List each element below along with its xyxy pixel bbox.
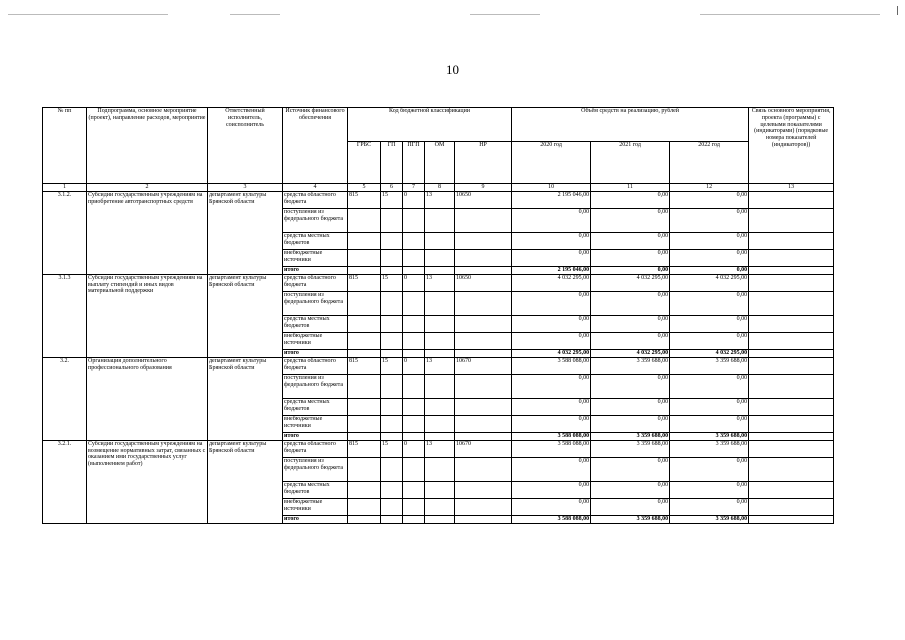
amount-cell: 3 359 688,00 bbox=[670, 432, 749, 440]
code-empty bbox=[403, 374, 425, 398]
amount-cell: 0,00 bbox=[591, 208, 670, 232]
header-row bbox=[43, 108, 834, 142]
amount-cell: 0,00 bbox=[670, 249, 749, 266]
amount-cell: 0,00 bbox=[670, 291, 749, 315]
link-cell bbox=[749, 232, 834, 249]
page-number: 10 bbox=[446, 62, 459, 77]
link-cell bbox=[749, 291, 834, 315]
code-empty bbox=[348, 515, 381, 523]
code-nr: 10650 bbox=[455, 191, 512, 208]
amount-cell: 3 588 088,00 bbox=[512, 432, 591, 440]
header-2021: 2021 год bbox=[591, 142, 670, 184]
link-cell bbox=[749, 515, 834, 523]
row-title: Субсидии государственным учреждениям на приобретение автотранспортных средств bbox=[87, 191, 208, 274]
column-number: 13 bbox=[749, 184, 834, 192]
code-empty bbox=[425, 232, 455, 249]
link-cell bbox=[749, 315, 834, 332]
amount-cell: 0,00 bbox=[591, 291, 670, 315]
code-empty bbox=[455, 249, 512, 266]
link-cell bbox=[749, 249, 834, 266]
code-grbs: 815 bbox=[348, 357, 381, 374]
code-empty bbox=[455, 208, 512, 232]
link-cell bbox=[749, 432, 834, 440]
amount-cell: 0,00 bbox=[512, 398, 591, 415]
amount-cell: 4 032 295,00 bbox=[512, 274, 591, 291]
amount-cell: 0,00 bbox=[512, 498, 591, 515]
column-number: 2 bbox=[87, 184, 208, 192]
code-empty bbox=[403, 291, 425, 315]
scan-artifact bbox=[230, 14, 280, 15]
code-empty bbox=[455, 332, 512, 349]
amount-cell: 0,00 bbox=[512, 332, 591, 349]
amount-cell: 3 359 688,00 bbox=[670, 357, 749, 374]
row-number: 3.2.1. bbox=[43, 440, 87, 523]
code-empty bbox=[425, 349, 455, 357]
scan-artifact bbox=[470, 14, 540, 15]
source-cell: внебюджетные источники bbox=[283, 498, 348, 515]
code-gp: 15 bbox=[381, 191, 403, 208]
code-empty bbox=[425, 291, 455, 315]
code-empty bbox=[348, 374, 381, 398]
source-cell: итого bbox=[283, 515, 348, 523]
amount-cell: 0,00 bbox=[670, 374, 749, 398]
code-empty bbox=[381, 208, 403, 232]
code-grbs: 815 bbox=[348, 191, 381, 208]
code-empty bbox=[403, 266, 425, 274]
amount-cell: 0,00 bbox=[591, 415, 670, 432]
amount-cell: 0,00 bbox=[512, 208, 591, 232]
source-cell: внебюджетные источники bbox=[283, 249, 348, 266]
code-gp: 15 bbox=[381, 274, 403, 291]
header-2020: 2020 год bbox=[512, 142, 591, 184]
code-empty bbox=[403, 498, 425, 515]
source-cell: внебюджетные источники bbox=[283, 415, 348, 432]
code-empty bbox=[381, 432, 403, 440]
code-empty bbox=[403, 249, 425, 266]
amount-cell: 0,00 bbox=[512, 374, 591, 398]
link-cell bbox=[749, 374, 834, 398]
column-number: 8 bbox=[425, 184, 455, 192]
amount-cell: 0,00 bbox=[670, 315, 749, 332]
code-empty bbox=[455, 515, 512, 523]
code-empty bbox=[403, 315, 425, 332]
header-budget-code: Код бюджетной классификации bbox=[348, 108, 512, 142]
code-empty bbox=[381, 349, 403, 357]
code-empty bbox=[403, 349, 425, 357]
code-pgp: 0 bbox=[403, 191, 425, 208]
amount-cell: 0,00 bbox=[670, 415, 749, 432]
column-number: 7 bbox=[403, 184, 425, 192]
table-body bbox=[43, 191, 834, 523]
amount-cell: 3 359 688,00 bbox=[670, 515, 749, 523]
code-empty bbox=[455, 398, 512, 415]
amount-cell: 3 588 088,00 bbox=[512, 440, 591, 457]
link-cell bbox=[749, 357, 834, 374]
amount-cell: 0,00 bbox=[670, 208, 749, 232]
amount-cell: 4 032 295,00 bbox=[591, 349, 670, 357]
amount-cell: 2 195 046,00 bbox=[512, 191, 591, 208]
source-cell: поступления из федерального бюджета bbox=[283, 291, 348, 315]
code-empty bbox=[381, 266, 403, 274]
table-row bbox=[43, 191, 834, 208]
header-link: Связь основного мероприятия, проекта (программы) с целевыми показателями (индикаторами) (порядковые номера показателей (индикаторов)) bbox=[749, 108, 834, 184]
link-cell bbox=[749, 349, 834, 357]
amount-cell: 0,00 bbox=[591, 332, 670, 349]
link-cell bbox=[749, 274, 834, 291]
code-empty bbox=[381, 515, 403, 523]
amount-cell: 2 195 046,00 bbox=[512, 266, 591, 274]
source-cell: средства областного бюджета bbox=[283, 191, 348, 208]
amount-cell: 0,00 bbox=[670, 266, 749, 274]
amount-cell: 0,00 bbox=[591, 398, 670, 415]
source-cell: итого bbox=[283, 266, 348, 274]
code-empty bbox=[425, 315, 455, 332]
amount-cell: 0,00 bbox=[512, 315, 591, 332]
link-cell bbox=[749, 415, 834, 432]
header-subprogram: Подпрограмма, основное мероприятие (проект), направление расходов, мероприятие bbox=[87, 108, 208, 184]
scan-artifact bbox=[700, 14, 880, 15]
amount-cell: 3 359 688,00 bbox=[591, 432, 670, 440]
code-empty bbox=[455, 291, 512, 315]
link-cell bbox=[749, 266, 834, 274]
source-cell: поступления из федерального бюджета bbox=[283, 374, 348, 398]
budget-table bbox=[42, 107, 834, 524]
code-empty bbox=[455, 266, 512, 274]
row-executor: департамент культуры Брянской области bbox=[208, 357, 283, 440]
amount-cell: 0,00 bbox=[670, 232, 749, 249]
source-cell: средства местных бюджетов bbox=[283, 398, 348, 415]
source-cell: средства местных бюджетов bbox=[283, 481, 348, 498]
code-empty bbox=[425, 515, 455, 523]
code-empty bbox=[381, 291, 403, 315]
code-empty bbox=[455, 498, 512, 515]
row-number: 3.1.2. bbox=[43, 191, 87, 274]
code-empty bbox=[425, 374, 455, 398]
amount-cell: 0,00 bbox=[512, 457, 591, 481]
amount-cell: 0,00 bbox=[512, 481, 591, 498]
source-cell: итого bbox=[283, 432, 348, 440]
row-executor: департамент культуры Брянской области bbox=[208, 440, 283, 523]
code-empty bbox=[425, 208, 455, 232]
column-number: 10 bbox=[512, 184, 591, 192]
code-empty bbox=[348, 481, 381, 498]
row-title: Субсидии государственным учреждениям на возмещение нормативных затрат, связанных с оказанием ими государственных услуг (выполнением работ) bbox=[87, 440, 208, 523]
amount-cell: 0,00 bbox=[670, 481, 749, 498]
code-empty bbox=[381, 332, 403, 349]
code-empty bbox=[348, 432, 381, 440]
amount-cell: 4 032 295,00 bbox=[670, 274, 749, 291]
scan-artifact bbox=[897, 6, 898, 15]
code-empty bbox=[381, 415, 403, 432]
code-empty bbox=[348, 291, 381, 315]
code-grbs: 815 bbox=[348, 274, 381, 291]
link-cell bbox=[749, 498, 834, 515]
code-empty bbox=[348, 249, 381, 266]
header-volume: Объём средств на реализацию, рублей bbox=[512, 108, 749, 142]
amount-cell: 3 359 688,00 bbox=[591, 357, 670, 374]
code-empty bbox=[425, 498, 455, 515]
code-empty bbox=[403, 398, 425, 415]
column-number: 6 bbox=[381, 184, 403, 192]
amount-cell: 0,00 bbox=[591, 232, 670, 249]
code-empty bbox=[425, 332, 455, 349]
code-empty bbox=[425, 432, 455, 440]
code-empty bbox=[425, 398, 455, 415]
table-row bbox=[43, 440, 834, 457]
code-empty bbox=[425, 249, 455, 266]
amount-cell: 0,00 bbox=[512, 249, 591, 266]
code-empty bbox=[455, 415, 512, 432]
amount-cell: 0,00 bbox=[591, 266, 670, 274]
amount-cell: 3 359 688,00 bbox=[670, 440, 749, 457]
amount-cell: 0,00 bbox=[591, 315, 670, 332]
code-empty bbox=[348, 266, 381, 274]
row-number: 3.2. bbox=[43, 357, 87, 440]
code-pgp: 0 bbox=[403, 440, 425, 457]
amount-cell: 0,00 bbox=[512, 291, 591, 315]
link-cell bbox=[749, 398, 834, 415]
column-number: 3 bbox=[208, 184, 283, 192]
amount-cell: 0,00 bbox=[670, 191, 749, 208]
amount-cell: 0,00 bbox=[591, 191, 670, 208]
table-row bbox=[43, 274, 834, 291]
scan-artifact bbox=[8, 14, 168, 15]
link-cell bbox=[749, 332, 834, 349]
source-cell: средства областного бюджета bbox=[283, 274, 348, 291]
source-cell: внебюджетные источники bbox=[283, 332, 348, 349]
column-number: 4 bbox=[283, 184, 348, 192]
header-2022: 2022 год bbox=[670, 142, 749, 184]
code-om: 13 bbox=[425, 191, 455, 208]
link-cell bbox=[749, 457, 834, 481]
amount-cell: 0,00 bbox=[512, 232, 591, 249]
amount-cell: 0,00 bbox=[591, 457, 670, 481]
amount-cell: 0,00 bbox=[512, 415, 591, 432]
header-grbs: ГРБС bbox=[348, 142, 381, 184]
header-gp: ГП bbox=[381, 142, 403, 184]
code-empty bbox=[425, 415, 455, 432]
code-nr: 10670 bbox=[455, 357, 512, 374]
code-empty bbox=[348, 232, 381, 249]
code-empty bbox=[348, 415, 381, 432]
code-empty bbox=[348, 398, 381, 415]
header-nr: НР bbox=[455, 142, 512, 184]
code-empty bbox=[455, 432, 512, 440]
code-empty bbox=[403, 457, 425, 481]
header-executor: Ответственный исполнитель, соисполнитель bbox=[208, 108, 283, 184]
source-cell: средства местных бюджетов bbox=[283, 232, 348, 249]
code-empty bbox=[403, 515, 425, 523]
code-om: 13 bbox=[425, 274, 455, 291]
column-number-row bbox=[43, 184, 834, 192]
code-empty bbox=[403, 232, 425, 249]
amount-cell: 0,00 bbox=[670, 398, 749, 415]
amount-cell: 4 032 295,00 bbox=[512, 349, 591, 357]
code-empty bbox=[455, 374, 512, 398]
code-empty bbox=[381, 457, 403, 481]
amount-cell: 0,00 bbox=[670, 457, 749, 481]
source-cell: средства областного бюджета bbox=[283, 440, 348, 457]
amount-cell: 0,00 bbox=[591, 374, 670, 398]
code-empty bbox=[403, 432, 425, 440]
code-empty bbox=[381, 315, 403, 332]
amount-cell: 0,00 bbox=[670, 498, 749, 515]
amount-cell: 4 032 295,00 bbox=[591, 274, 670, 291]
table-row bbox=[43, 357, 834, 374]
link-cell bbox=[749, 191, 834, 208]
code-empty bbox=[381, 249, 403, 266]
code-empty bbox=[425, 266, 455, 274]
column-number: 12 bbox=[670, 184, 749, 192]
source-cell: итого bbox=[283, 349, 348, 357]
header-pgp: ПГП bbox=[403, 142, 425, 184]
code-grbs: 815 bbox=[348, 440, 381, 457]
code-empty bbox=[455, 315, 512, 332]
header-om: ОМ bbox=[425, 142, 455, 184]
code-nr: 10650 bbox=[455, 274, 512, 291]
row-title: Субсидии государственным учреждениям на выплату стипендий и иных видов материальной поддержки bbox=[87, 274, 208, 357]
column-number: 1 bbox=[43, 184, 87, 192]
code-empty bbox=[348, 349, 381, 357]
amount-cell: 3 359 688,00 bbox=[591, 440, 670, 457]
row-number: 3.1.3 bbox=[43, 274, 87, 357]
code-empty bbox=[403, 332, 425, 349]
row-title: Организация дополнительного профессионального образования bbox=[87, 357, 208, 440]
code-empty bbox=[348, 457, 381, 481]
column-number: 11 bbox=[591, 184, 670, 192]
code-empty bbox=[381, 498, 403, 515]
amount-cell: 3 588 088,00 bbox=[512, 357, 591, 374]
code-empty bbox=[381, 398, 403, 415]
code-empty bbox=[455, 457, 512, 481]
code-empty bbox=[403, 415, 425, 432]
code-nr: 10670 bbox=[455, 440, 512, 457]
amount-cell: 0,00 bbox=[591, 498, 670, 515]
link-cell bbox=[749, 440, 834, 457]
header-num: № пп bbox=[43, 108, 87, 184]
amount-cell: 0,00 bbox=[591, 249, 670, 266]
amount-cell: 0,00 bbox=[591, 481, 670, 498]
column-number: 9 bbox=[455, 184, 512, 192]
code-om: 13 bbox=[425, 440, 455, 457]
code-empty bbox=[455, 481, 512, 498]
amount-cell: 0,00 bbox=[670, 332, 749, 349]
amount-cell: 4 032 295,00 bbox=[670, 349, 749, 357]
code-om: 13 bbox=[425, 357, 455, 374]
code-empty bbox=[455, 349, 512, 357]
header-source: Источник финансового обеспечения bbox=[283, 108, 348, 184]
code-empty bbox=[425, 457, 455, 481]
code-empty bbox=[403, 481, 425, 498]
code-gp: 15 bbox=[381, 357, 403, 374]
source-cell: поступления из федерального бюджета bbox=[283, 457, 348, 481]
amount-cell: 3 359 688,00 bbox=[591, 515, 670, 523]
link-cell bbox=[749, 208, 834, 232]
row-executor: департамент культуры Брянской области bbox=[208, 274, 283, 357]
row-executor: департамент культуры Брянской области bbox=[208, 191, 283, 274]
code-empty bbox=[403, 208, 425, 232]
code-empty bbox=[348, 208, 381, 232]
code-empty bbox=[381, 232, 403, 249]
code-empty bbox=[348, 315, 381, 332]
code-gp: 15 bbox=[381, 440, 403, 457]
code-empty bbox=[381, 481, 403, 498]
code-empty bbox=[381, 374, 403, 398]
code-empty bbox=[455, 232, 512, 249]
column-number: 5 bbox=[348, 184, 381, 192]
code-pgp: 0 bbox=[403, 274, 425, 291]
code-empty bbox=[348, 498, 381, 515]
code-empty bbox=[425, 481, 455, 498]
link-cell bbox=[749, 481, 834, 498]
code-empty bbox=[348, 332, 381, 349]
source-cell: поступления из федерального бюджета bbox=[283, 208, 348, 232]
amount-cell: 3 588 088,00 bbox=[512, 515, 591, 523]
code-pgp: 0 bbox=[403, 357, 425, 374]
source-cell: средства местных бюджетов bbox=[283, 315, 348, 332]
source-cell: средства областного бюджета bbox=[283, 357, 348, 374]
